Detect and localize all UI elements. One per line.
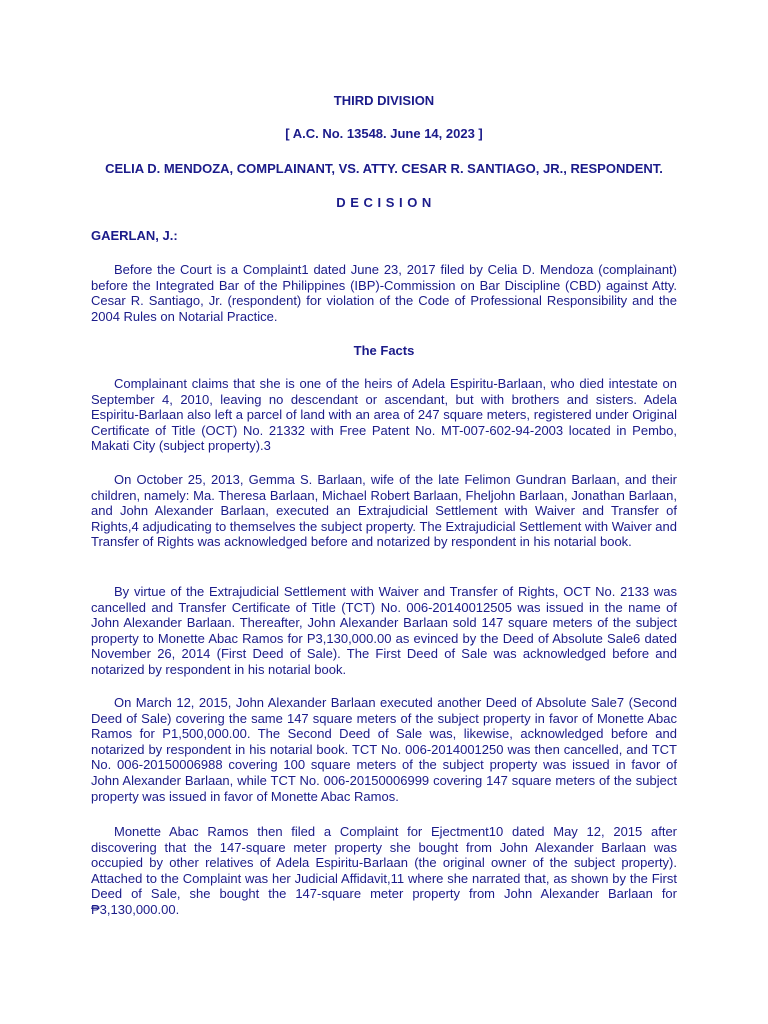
paragraph-6: Monette Abac Ramos then filed a Complaint for Ejectment10 dated May 12, 2015 after discovering that the 147-square meter property she bought from John Alexander Barlaan was occupied by other relatives of Adela Espiritu-Barlaan (the original owner of the subject property). Attached to the Complaint was her Judicial Affidavit,11 where she narrated that, as shown by the First Deed of Sale, she bought the 147-square meter property from John Alexander Barlaan for ₱3,130,000.00.	[91, 824, 677, 917]
case-number: [ A.C. No. 13548. June 14, 2023 ]	[285, 126, 483, 141]
ponente: GAERLAN, J.:	[91, 228, 178, 243]
facts-heading: The Facts	[353, 343, 415, 358]
division-heading: THIRD DIVISION	[333, 93, 435, 108]
paragraph-5: On March 12, 2015, John Alexander Barlaan executed another Deed of Absolute Sale7 (Second Deed of Sale) covering the same 147 square meters of the subject property in favor of Monette Abac Ramos for P1,500,000.00. The Second Deed of Sale was, likewise, acknowledged before and notarized by respondent in his notarial book. TCT No. 006-2014001250 was then cancelled, and TCT No. 006-20150006988 covering 100 square meters of the subject property was issued in favor of John Alexander Barlaan, while TCT No. 006-20150006999 covering 147 square meters of the subject property was issued in favor of Monette Abac Ramos.	[91, 695, 677, 804]
paragraph-2: Complainant claims that she is one of the heirs of Adela Espiritu-Barlaan, who died intestate on September 4, 2010, leaving no descendant or ascendant, but with brothers and sisters. Adela Espiritu-Barlaan also left a parcel of land with an area of 247 square meters, registered under Original Certificate of Title (OCT) No. 21332 with Free Patent No. MT-007-602-94-2003 located in Pembo, Makati City (subject property).3	[91, 376, 677, 454]
paragraph-3: On October 25, 2013, Gemma S. Barlaan, wife of the late Felimon Gundran Barlaan, and their children, namely: Ma. Theresa Barlaan, Michael Robert Barlaan, Fheljohn Barlaan, Jonathan Barlaan, and John Alexander Barlaan, executed an Extrajudicial Settlement with Waiver and Transfer of Rights,4 adjudicating to themselves the subject property. The Extrajudicial Settlement with Waiver and Transfer of Rights was acknowledged before and notarized by respondent in his notarial book.	[91, 472, 677, 550]
decision-heading: D E C I S I O N	[336, 195, 432, 210]
case-title: CELIA D. MENDOZA, COMPLAINANT, VS. ATTY. CESAR R. SANTIAGO, JR., RESPONDENT.	[105, 161, 663, 176]
paragraph-4: By virtue of the Extrajudicial Settlement with Waiver and Transfer of Rights, OCT No. 2133 was cancelled and Transfer Certificate of Title (TCT) No. 006-20140012505 was issued in the name of John Alexander Barlaan. Thereafter, John Alexander Barlaan sold 147 square meters of the subject property to Monette Abac Ramos for P3,130,000.00 as evinced by the Deed of Absolute Sale6 dated November 26, 2014 (First Deed of Sale). The First Deed of Sale was acknowledged before and notarized by respondent in his notarial book.	[91, 584, 677, 677]
paragraph-1: Before the Court is a Complaint1 dated June 23, 2017 filed by Celia D. Mendoza (complainant) before the Integrated Bar of the Philippines (IBP)-Commission on Bar Discipline (CBD) against Atty. Cesar R. Santiago, Jr. (respondent) for violation of the Code of Professional Responsibility and the 2004 Rules on Notarial Practice.	[91, 262, 677, 324]
